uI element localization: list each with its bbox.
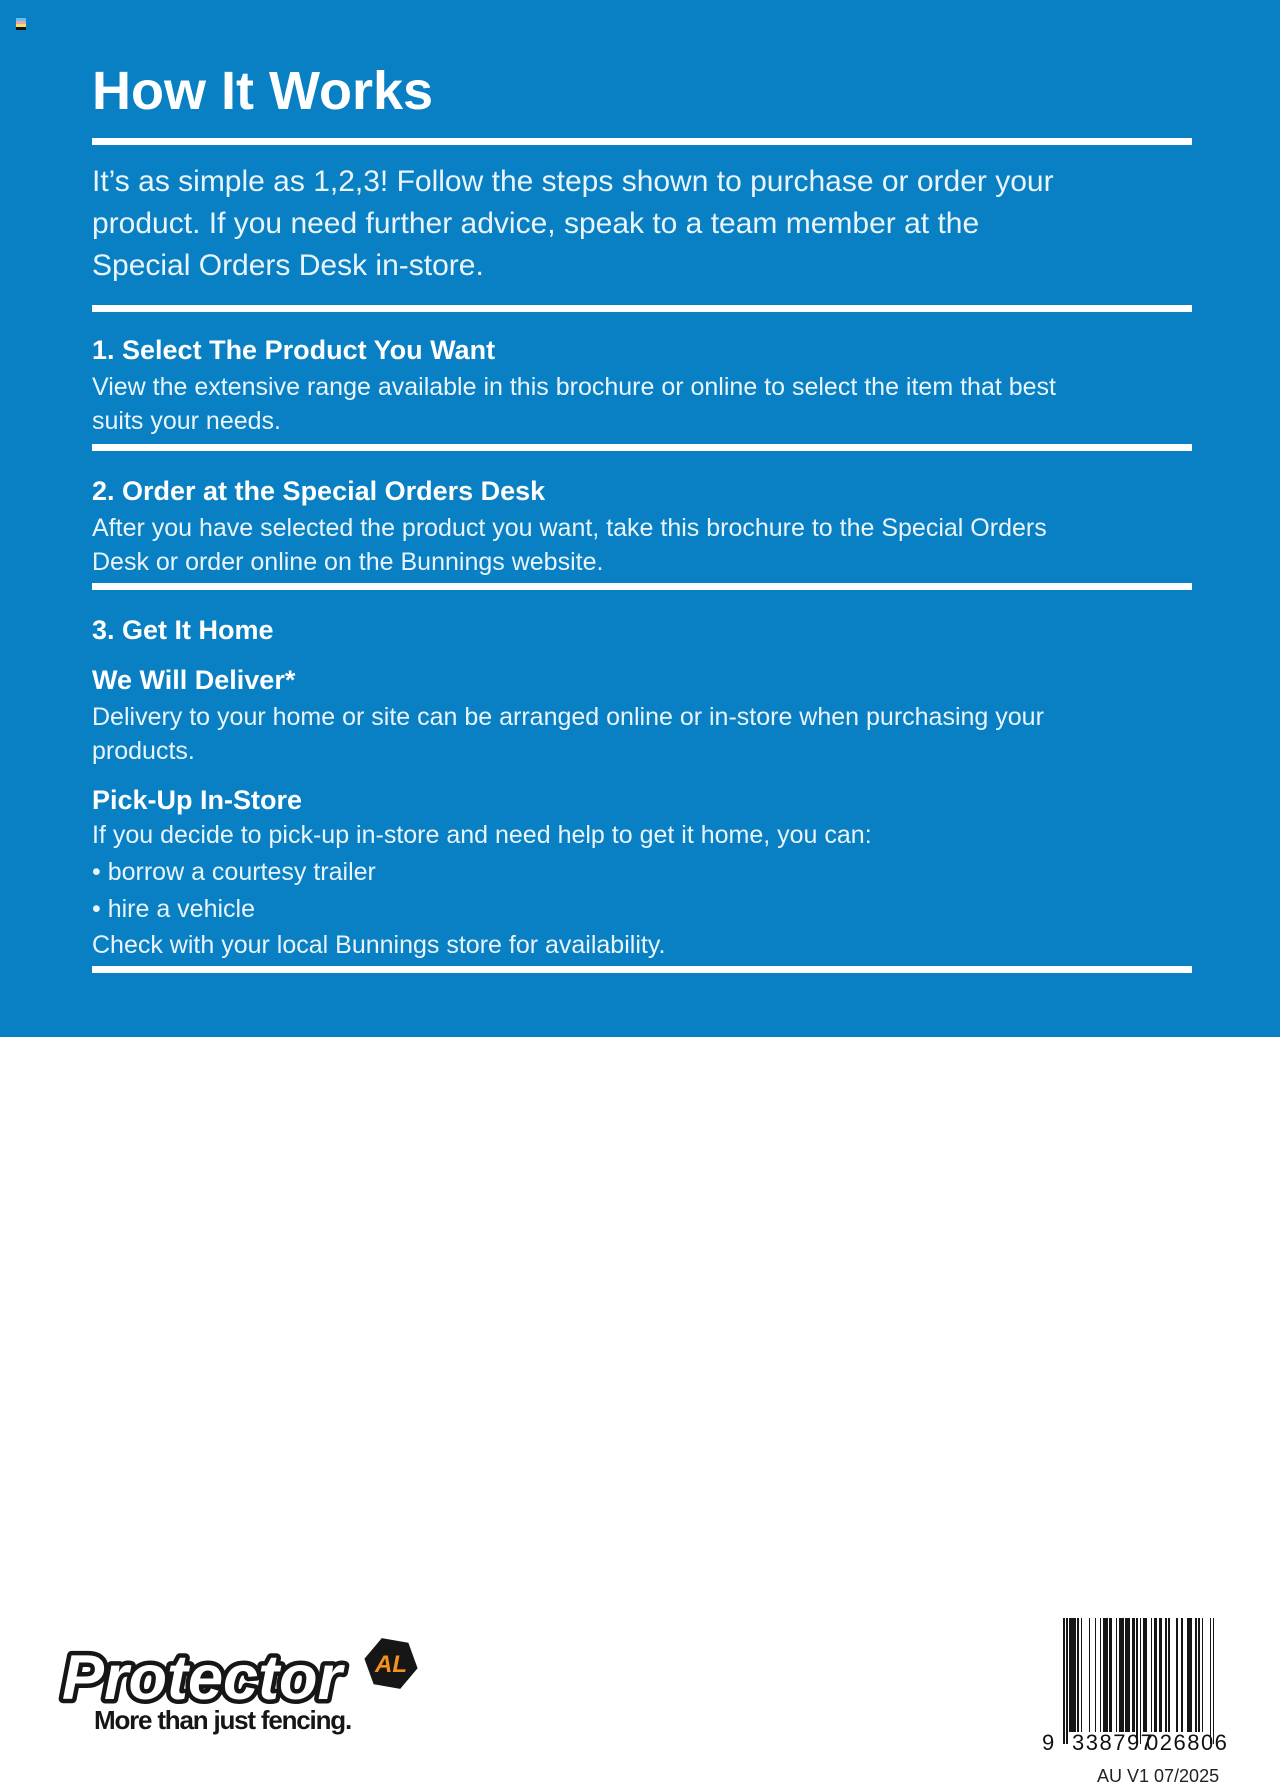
section-2-body	[92, 511, 1192, 579]
body-line: After you have selected the product you want, take this brochure to the Special Orders	[92, 514, 1047, 542]
barcode-group-2: 026806	[1146, 1730, 1229, 1755]
body-line: Delivery to your home or site can be arranged online or in-store when purchasing your	[92, 703, 1044, 731]
section-1-heading: 1. Select The Product You Want	[92, 335, 496, 365]
barcode-bars	[1063, 1618, 1215, 1744]
section-3-heading: 3. Get It Home	[92, 615, 274, 645]
registration-mark-icon	[16, 18, 26, 30]
page-title: How It Works	[92, 61, 434, 121]
availability-note: Check with your local Bunnings store for availability.	[92, 931, 666, 959]
divider	[92, 583, 1192, 590]
registration-stripe	[16, 27, 26, 30]
brand-wordmark: Protector	[62, 1643, 343, 1713]
divider	[92, 305, 1192, 312]
edition-code: AU V1 07/2025	[1097, 1766, 1220, 1786]
section-2-heading: 2. Order at the Special Orders Desk	[92, 476, 546, 506]
brand-badge-label: AL	[375, 1651, 407, 1678]
pickup-heading: Pick-Up In-Store	[92, 785, 303, 815]
divider	[92, 444, 1192, 451]
body-line: If you decide to pick-up in-store and need help to get it home, you can:	[92, 821, 872, 849]
pickup-bullet-list	[92, 854, 1192, 928]
bullet-item: • hire a vehicle	[92, 891, 1192, 928]
body-line: products.	[92, 737, 195, 765]
barcode	[1040, 1616, 1229, 1766]
intro-paragraph	[92, 161, 1192, 287]
barcode-lead-digit: 9	[1042, 1730, 1055, 1755]
bullet-item: • borrow a courtesy trailer	[92, 854, 1192, 891]
barcode-group-1: 338797	[1072, 1730, 1155, 1755]
brand-logo	[56, 1625, 436, 1755]
intro-line: It’s as simple as 1,2,3! Follow the steps shown to purchase or order your	[92, 165, 1054, 198]
intro-line: product. If you need further advice, speak to a team member at the	[92, 207, 980, 240]
pickup-intro	[92, 818, 1192, 852]
section-1-body	[92, 370, 1192, 438]
body-line: Desk or order online on the Bunnings website.	[92, 548, 604, 576]
barcode-module	[1213, 1618, 1215, 1744]
divider	[92, 966, 1192, 973]
divider	[92, 138, 1192, 145]
body-line: suits your needs.	[92, 407, 281, 435]
body-line: View the extensive range available in this brochure or online to select the item that best	[92, 373, 1056, 401]
brand-tagline: More than just fencing.	[94, 1705, 351, 1735]
delivery-heading: We Will Deliver*	[92, 665, 296, 695]
delivery-body	[92, 700, 1192, 768]
intro-line: Special Orders Desk in-store.	[92, 249, 484, 282]
